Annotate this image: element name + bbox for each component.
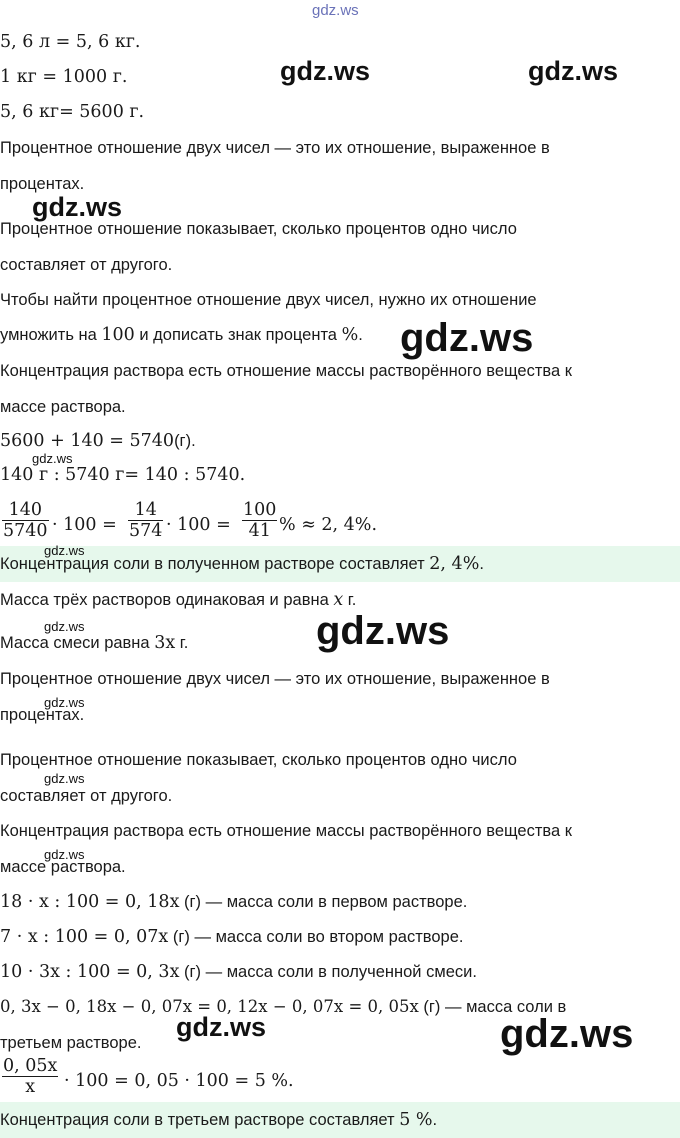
watermark-2: gdz.ws xyxy=(528,56,619,86)
line-8: Чтобы найти процентное отношение двух чисел, нужно их отношение xyxy=(0,291,537,309)
line-17: Масса смеси равна 3x г. xyxy=(0,633,189,653)
expr-percent-result: · 100 = 0, 05 · 100 = 5 %. xyxy=(64,1071,294,1091)
line-18: Процентное отношение двух чисел — это их отношение, выраженное в xyxy=(0,670,550,688)
watermark-13: gdz.ws xyxy=(500,1012,634,1056)
line-25: 7 · x : 100 = 0, 07x (г) — масса соли во втором растворе. xyxy=(0,927,464,947)
watermark-1: gdz.ws xyxy=(280,56,371,86)
watermark-8: gdz.ws xyxy=(316,609,450,653)
line-26: 10 · 3x : 100 = 0, 3x (г) — масса соли в полученной смеси. xyxy=(0,962,477,982)
line-24: 18 · x : 100 = 0, 18x (г) — масса соли в первом растворе. xyxy=(0,892,468,912)
fraction-140-5740: $\frac{140}{5740}$ xyxy=(3,500,48,541)
line-13: 140 г : 5740 г= 140 : 5740. xyxy=(0,465,246,485)
line-30-answer: Концентрация соли в третьем растворе составляет 5 %. xyxy=(0,1110,438,1130)
line-16: Масса трёх растворов одинаковая и равна x г. xyxy=(0,590,357,610)
line-15-answer: Концентрация соли в полученном растворе составляет 2, 4%. xyxy=(0,554,484,574)
watermark-3: gdz.ws xyxy=(32,192,123,222)
line-2: 1 кг = 1000 г. xyxy=(0,67,128,87)
line-1: 5, 6 л = 5, 6 кг. xyxy=(0,32,141,52)
watermark-10: gdz.ws xyxy=(44,771,85,786)
line-4: Процентное отношение двух чисел — это их отношение, выраженное в xyxy=(0,139,550,157)
expr-times-100-a: · 100 = xyxy=(52,515,117,535)
watermark-5: gdz.ws xyxy=(32,451,73,466)
watermark-9: gdz.ws xyxy=(44,695,85,710)
line-6: Процентное отношение показывает, сколько процентов одно число xyxy=(0,220,517,238)
watermark-top: gdz.ws xyxy=(312,2,359,19)
line-28: третьем растворе. xyxy=(0,1034,142,1052)
line-22: Концентрация раствора есть отношение массы растворённого вещества к xyxy=(0,822,572,840)
fraction-14-574: $\frac{14}{574}$ xyxy=(129,500,163,541)
line-19: процентах. xyxy=(0,706,85,724)
line-9: умножить на 100 и дописать знак процента %. xyxy=(0,325,363,345)
watermark-11: gdz.ws xyxy=(44,847,85,862)
line-3: 5, 6 кг= 5600 г. xyxy=(0,102,145,122)
line-5: процентах. xyxy=(0,175,85,193)
line-23: массе раствора. xyxy=(0,858,126,876)
line-12: 5600 + 140 = 5740(г). xyxy=(0,431,196,451)
line-11: массе раствора. xyxy=(0,398,126,416)
expr-percent-approx: % ≈ 2, 4%. xyxy=(279,515,378,535)
line-20: Процентное отношение показывает, сколько процентов одно число xyxy=(0,751,517,769)
line-7: составляет от другого. xyxy=(0,256,173,274)
watermark-6: gdz.ws xyxy=(44,543,85,558)
fraction-100-41: $\frac{100}{41}$ xyxy=(243,500,277,541)
fraction-005x-x: $\frac{0, 05x}{x}$ xyxy=(3,1056,58,1097)
watermark-4: gdz.ws xyxy=(400,316,534,360)
expr-times-100-b: · 100 = xyxy=(166,515,231,535)
line-21: составляет от другого. xyxy=(0,787,173,805)
watermark-7: gdz.ws xyxy=(44,619,85,634)
line-10: Концентрация раствора есть отношение массы растворённого вещества к xyxy=(0,362,572,380)
line-27: 0, 3x − 0, 18x − 0, 07x = 0, 12x − 0, 07x = 0, 05x (г) — масса соли в xyxy=(0,997,567,1016)
watermark-12: gdz.ws xyxy=(176,1012,267,1042)
